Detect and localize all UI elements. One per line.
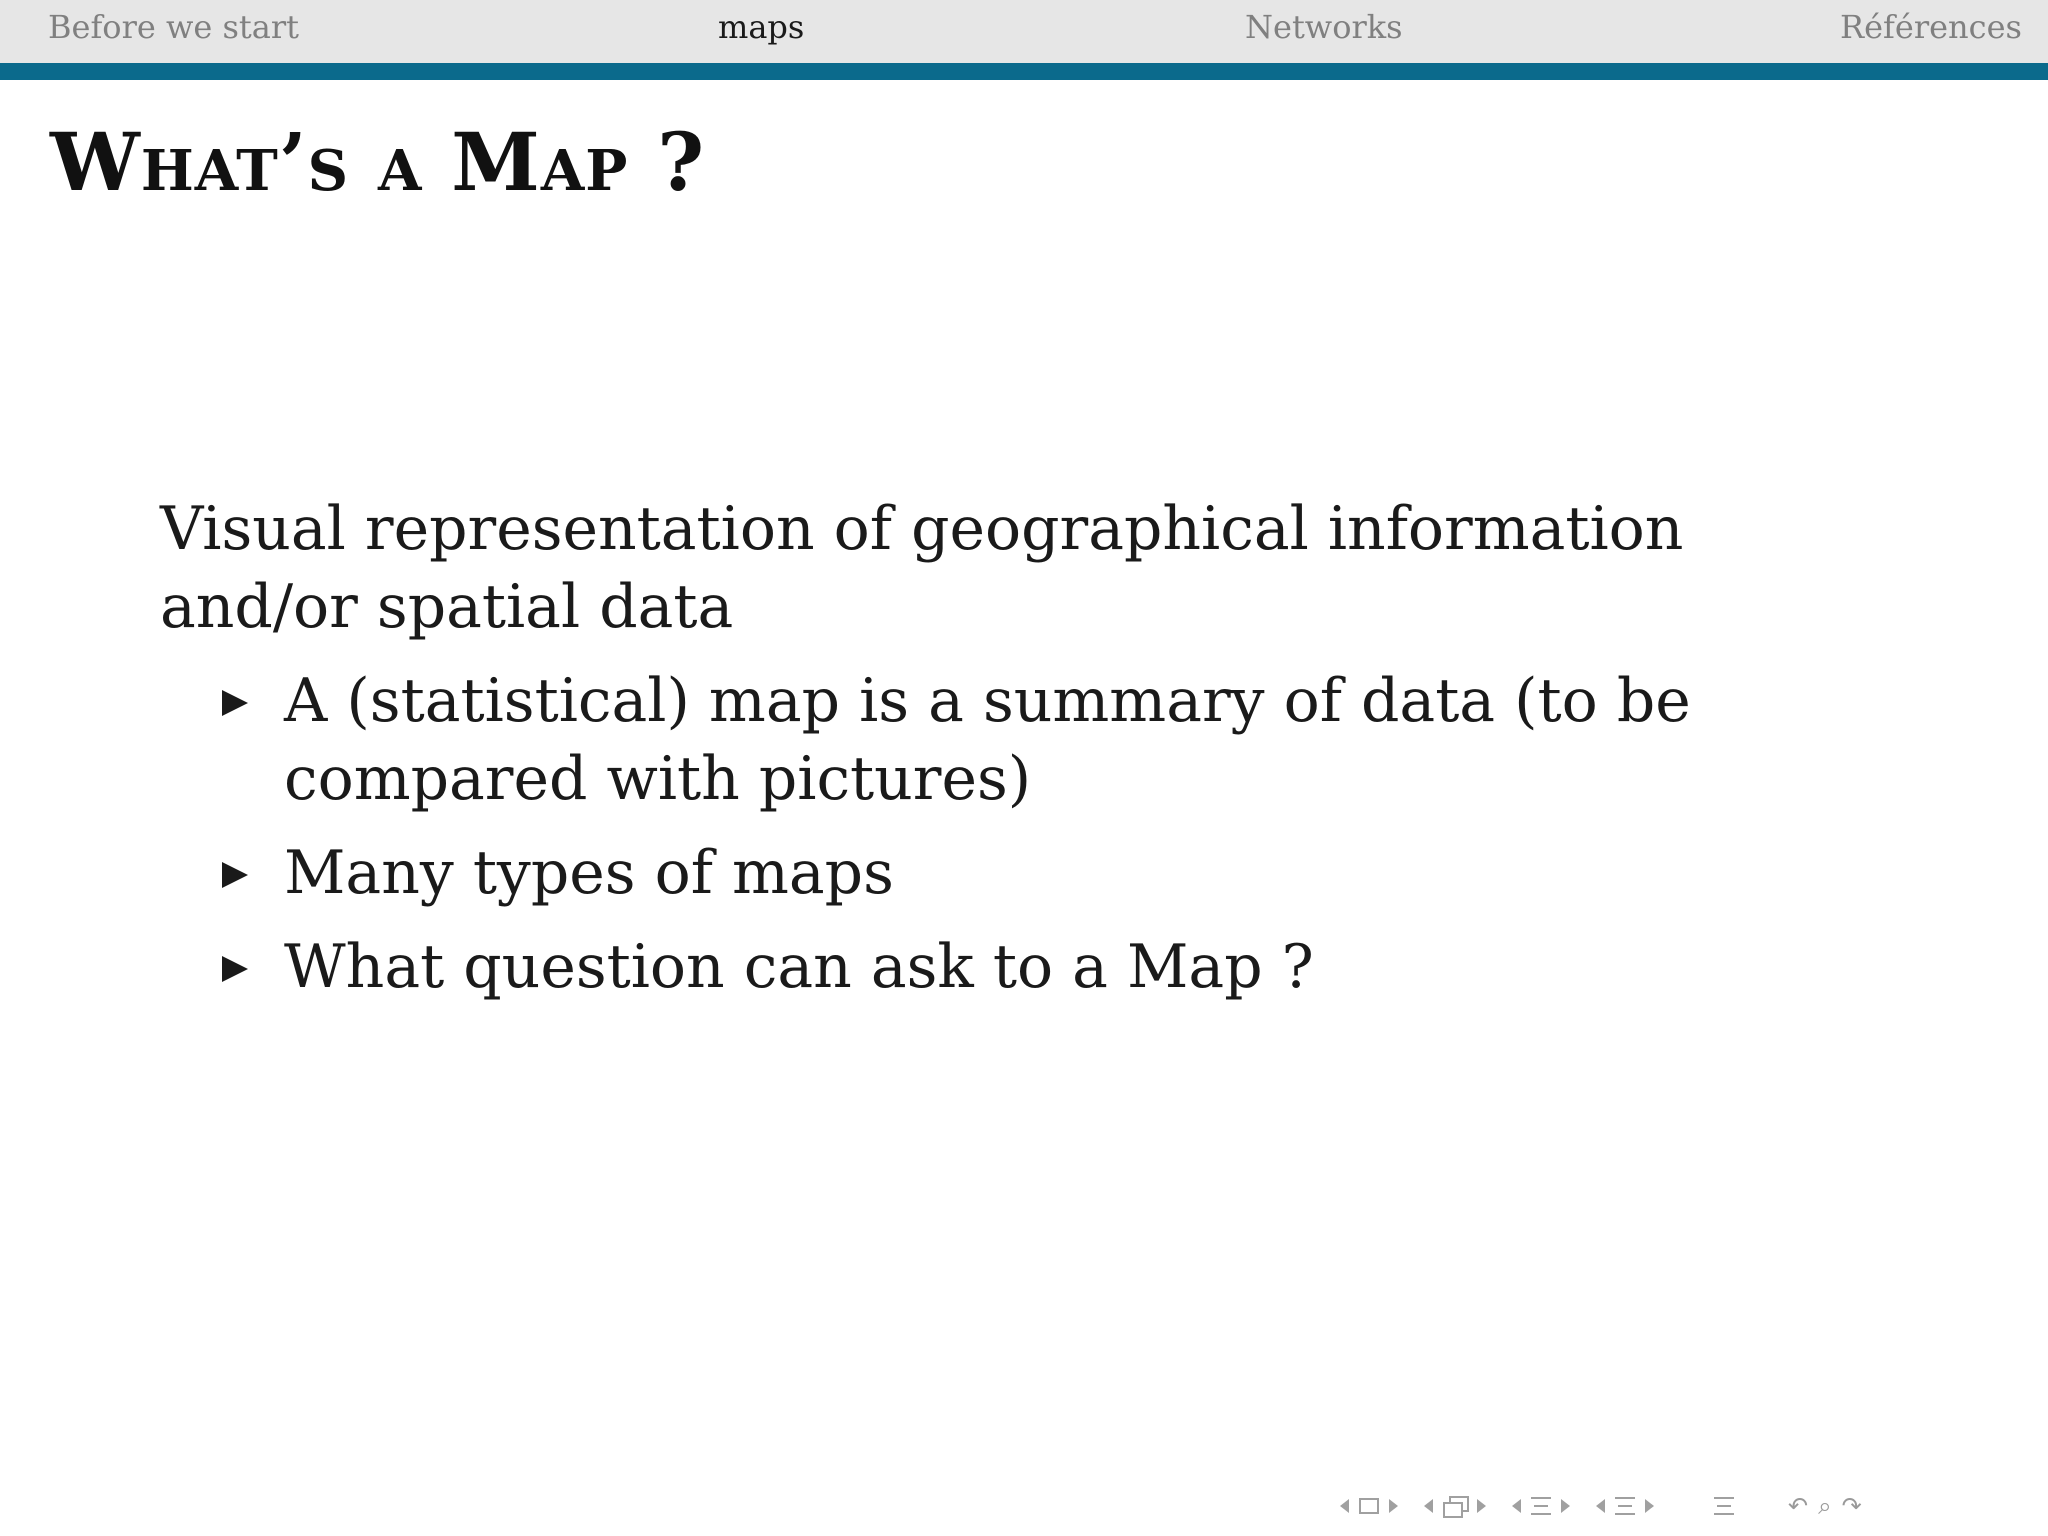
triangle-bullet-icon: [222, 690, 248, 716]
search-nav-group: [1788, 1492, 1862, 1520]
subsection-nav-group: [1512, 1497, 1570, 1515]
section-nav-group: [1596, 1497, 1654, 1515]
beamer-navigation-controls: [1340, 1490, 1862, 1522]
forward-icon[interactable]: ↷: [1841, 1492, 1862, 1520]
back-icon[interactable]: ↶: [1788, 1492, 1809, 1520]
bullet-text: What question can ask to a Map ?: [284, 932, 1314, 1002]
next-frame-icon[interactable]: [1477, 1499, 1486, 1513]
bullet-list: [160, 662, 1960, 1006]
nav-item-references[interactable]: Références: [1840, 8, 2022, 46]
toc-icon[interactable]: [1714, 1497, 1734, 1515]
previous-section-icon[interactable]: [1596, 1499, 1605, 1513]
slide-body: [160, 490, 1960, 1022]
triangle-bullet-icon: [222, 862, 248, 888]
section-icon[interactable]: [1615, 1497, 1635, 1515]
bullet-item: [160, 834, 1910, 912]
bullet-item: [160, 662, 1910, 818]
slide-nav-group: [1340, 1498, 1398, 1514]
accent-bar: [0, 63, 2048, 80]
frame-nav-group: [1424, 1496, 1486, 1516]
frames-icon[interactable]: [1443, 1496, 1467, 1516]
nav-item-before-we-start[interactable]: Before we start: [48, 8, 299, 46]
slide-icon[interactable]: [1359, 1498, 1379, 1514]
slide-title: What’s a Map ?: [50, 115, 706, 209]
next-slide-icon[interactable]: [1389, 1499, 1398, 1513]
previous-frame-icon[interactable]: [1424, 1499, 1433, 1513]
bullet-item: [160, 928, 1910, 1006]
triangle-bullet-icon: [222, 956, 248, 982]
previous-subsection-icon[interactable]: [1512, 1499, 1521, 1513]
next-section-icon[interactable]: [1645, 1499, 1654, 1513]
nav-item-maps[interactable]: maps: [718, 8, 805, 46]
section-navigation-bar: [0, 0, 2048, 63]
search-icon[interactable]: ⌕: [1818, 1492, 1832, 1520]
previous-slide-icon[interactable]: [1340, 1499, 1349, 1513]
subsection-icon[interactable]: [1531, 1497, 1551, 1515]
lead-paragraph: Visual representation of geographical information and/or spatial data: [160, 494, 1684, 642]
bullet-text: Many types of maps: [284, 838, 894, 908]
bullet-text: A (statistical) map is a summary of data (to be compared with pictures): [284, 666, 1691, 814]
nav-item-networks[interactable]: Networks: [1245, 8, 1403, 46]
next-subsection-icon[interactable]: [1561, 1499, 1570, 1513]
